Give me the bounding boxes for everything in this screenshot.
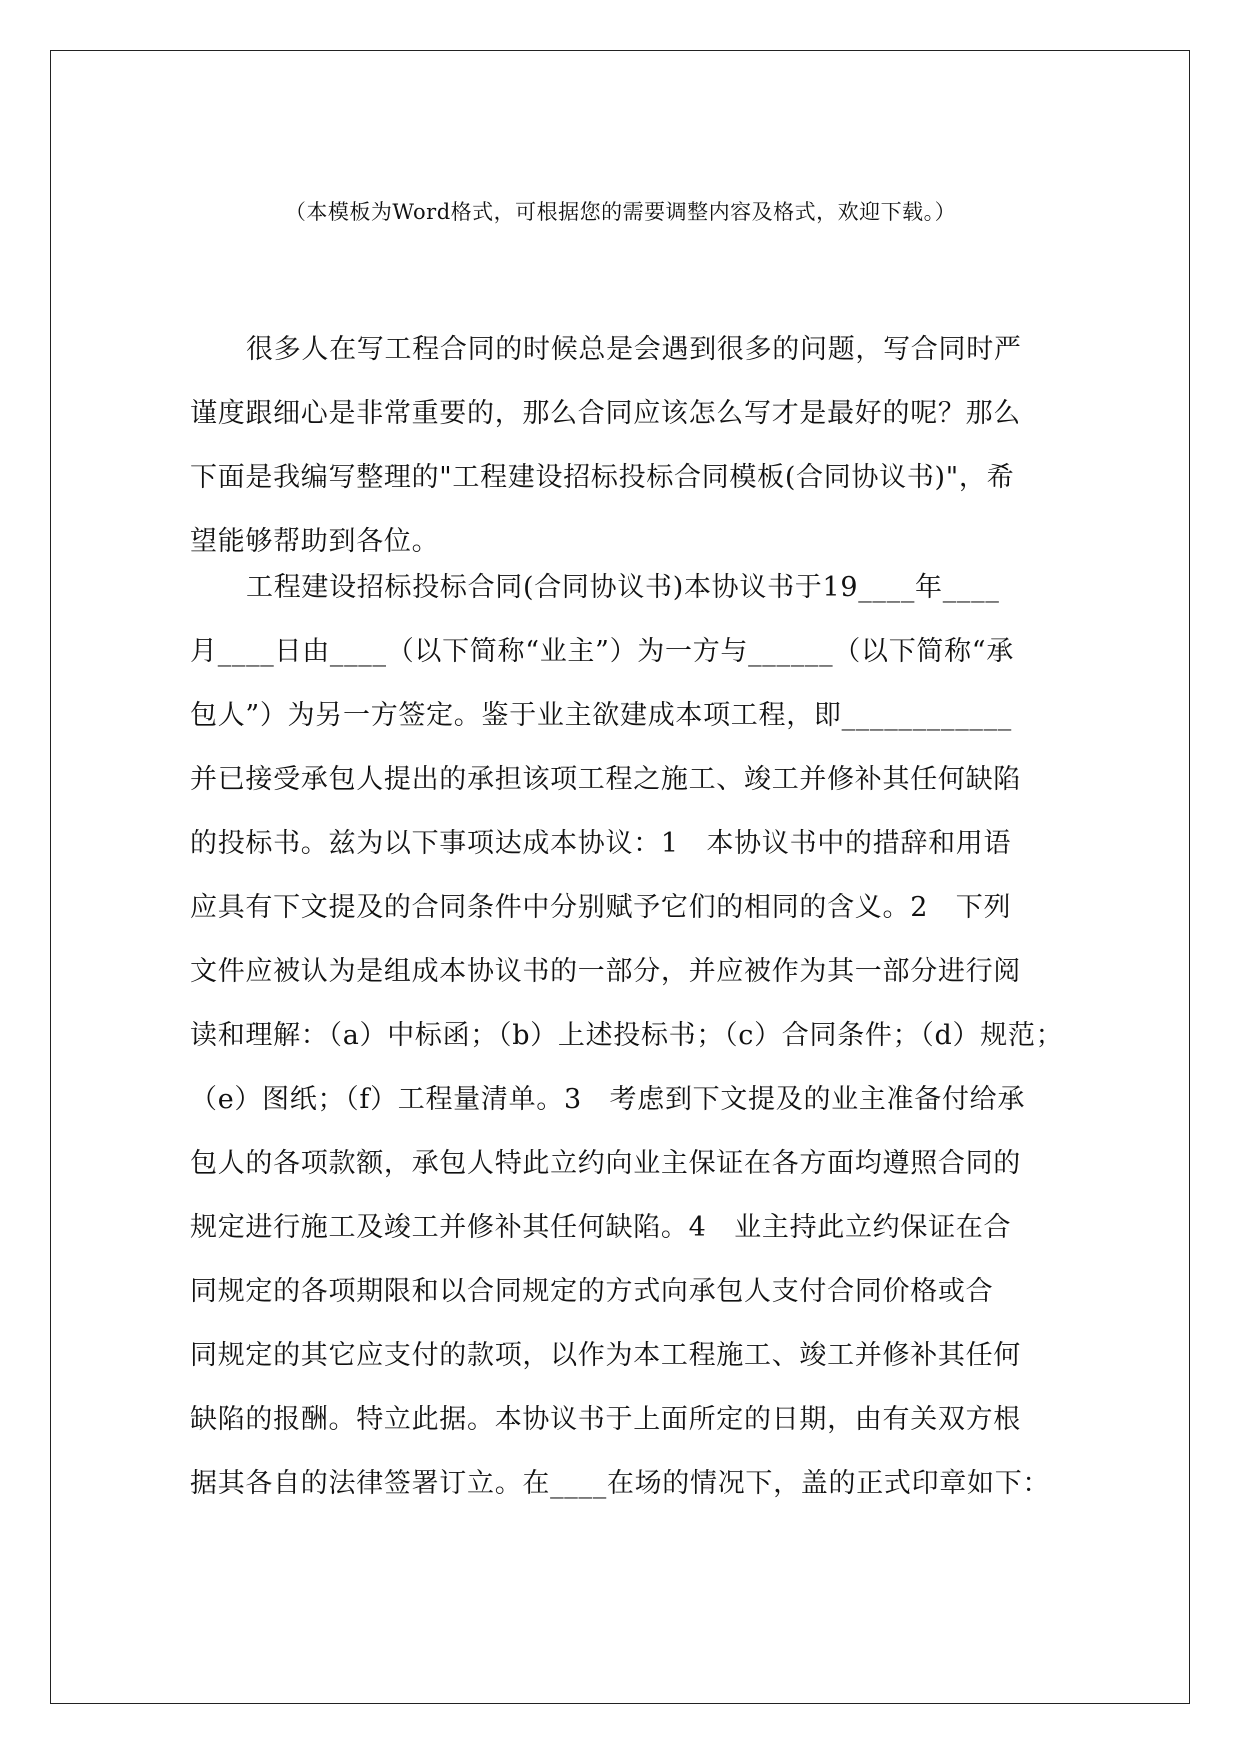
contract-line: 应具有下文提及的合同条件中分别赋予它们的相同的含义。2 下列 <box>190 892 1012 923</box>
contract-line: 同规定的其它应支付的款项，以作为本工程施工、竣工并修补其任何 <box>190 1340 1021 1371</box>
intro-paragraph <box>190 318 1050 574</box>
contract-line: 读和理解：（a）中标函；（b）上述投标书；（c）合同条件；（d）规范； <box>190 1020 1064 1051</box>
contract-paragraph <box>190 556 1064 1516</box>
contract-line: 规定进行施工及竣工并修补其任何缺陷。4 业主持此立约保证在合 <box>190 1212 1012 1243</box>
template-note: （本模板为Word格式，可根据您的需要调整内容及格式，欢迎下载。） <box>284 200 957 224</box>
contract-line: 据其各自的法律签署订立。在____在场的情况下，盖的正式印章如下： <box>190 1468 1051 1499</box>
contract-line: 月____日由____（以下简称“业主”）为一方与______（以下简称“承 <box>190 636 1015 667</box>
contract-line: 包人”）为另一方签定。鉴于业主欲建成本项工程，即____________ <box>190 700 1013 731</box>
intro-line: 很多人在写工程合同的时候总是会遇到很多的问题，写合同时严 <box>246 334 1022 365</box>
intro-line: 望能够帮助到各位。 <box>190 526 440 557</box>
contract-line: 缺陷的报酬。特立此据。本协议书于上面所定的日期，由有关双方根 <box>190 1404 1021 1435</box>
contract-line: 并已接受承包人提出的承担该项工程之施工、竣工并修补其任何缺陷 <box>190 764 1021 795</box>
contract-line: 工程建设招标投标合同(合同协议书)本协议书于19____年____ <box>246 572 1000 603</box>
intro-line: 谨度跟细心是非常重要的，那么合同应该怎么写才是最好的呢？那么 <box>190 398 1021 429</box>
contract-line: 同规定的各项期限和以合同规定的方式向承包人支付合同价格或合 <box>190 1276 994 1307</box>
contract-line: 文件应被认为是组成本协议书的一部分，并应被作为其一部分进行阅 <box>190 956 1021 987</box>
contract-line: （e）图纸；（f）工程量清单。3 考虑到下文提及的业主准备付给承 <box>190 1084 1026 1115</box>
contract-line: 包人的各项款额，承包人特此立约向业主保证在各方面均遵照合同的 <box>190 1148 1021 1179</box>
intro-line: 下面是我编写整理的"工程建设招标投标合同模板(合同协议书)"，希 <box>190 462 1015 493</box>
contract-line: 的投标书。兹为以下事项达成本协议：1 本协议书中的措辞和用语 <box>190 828 1012 859</box>
